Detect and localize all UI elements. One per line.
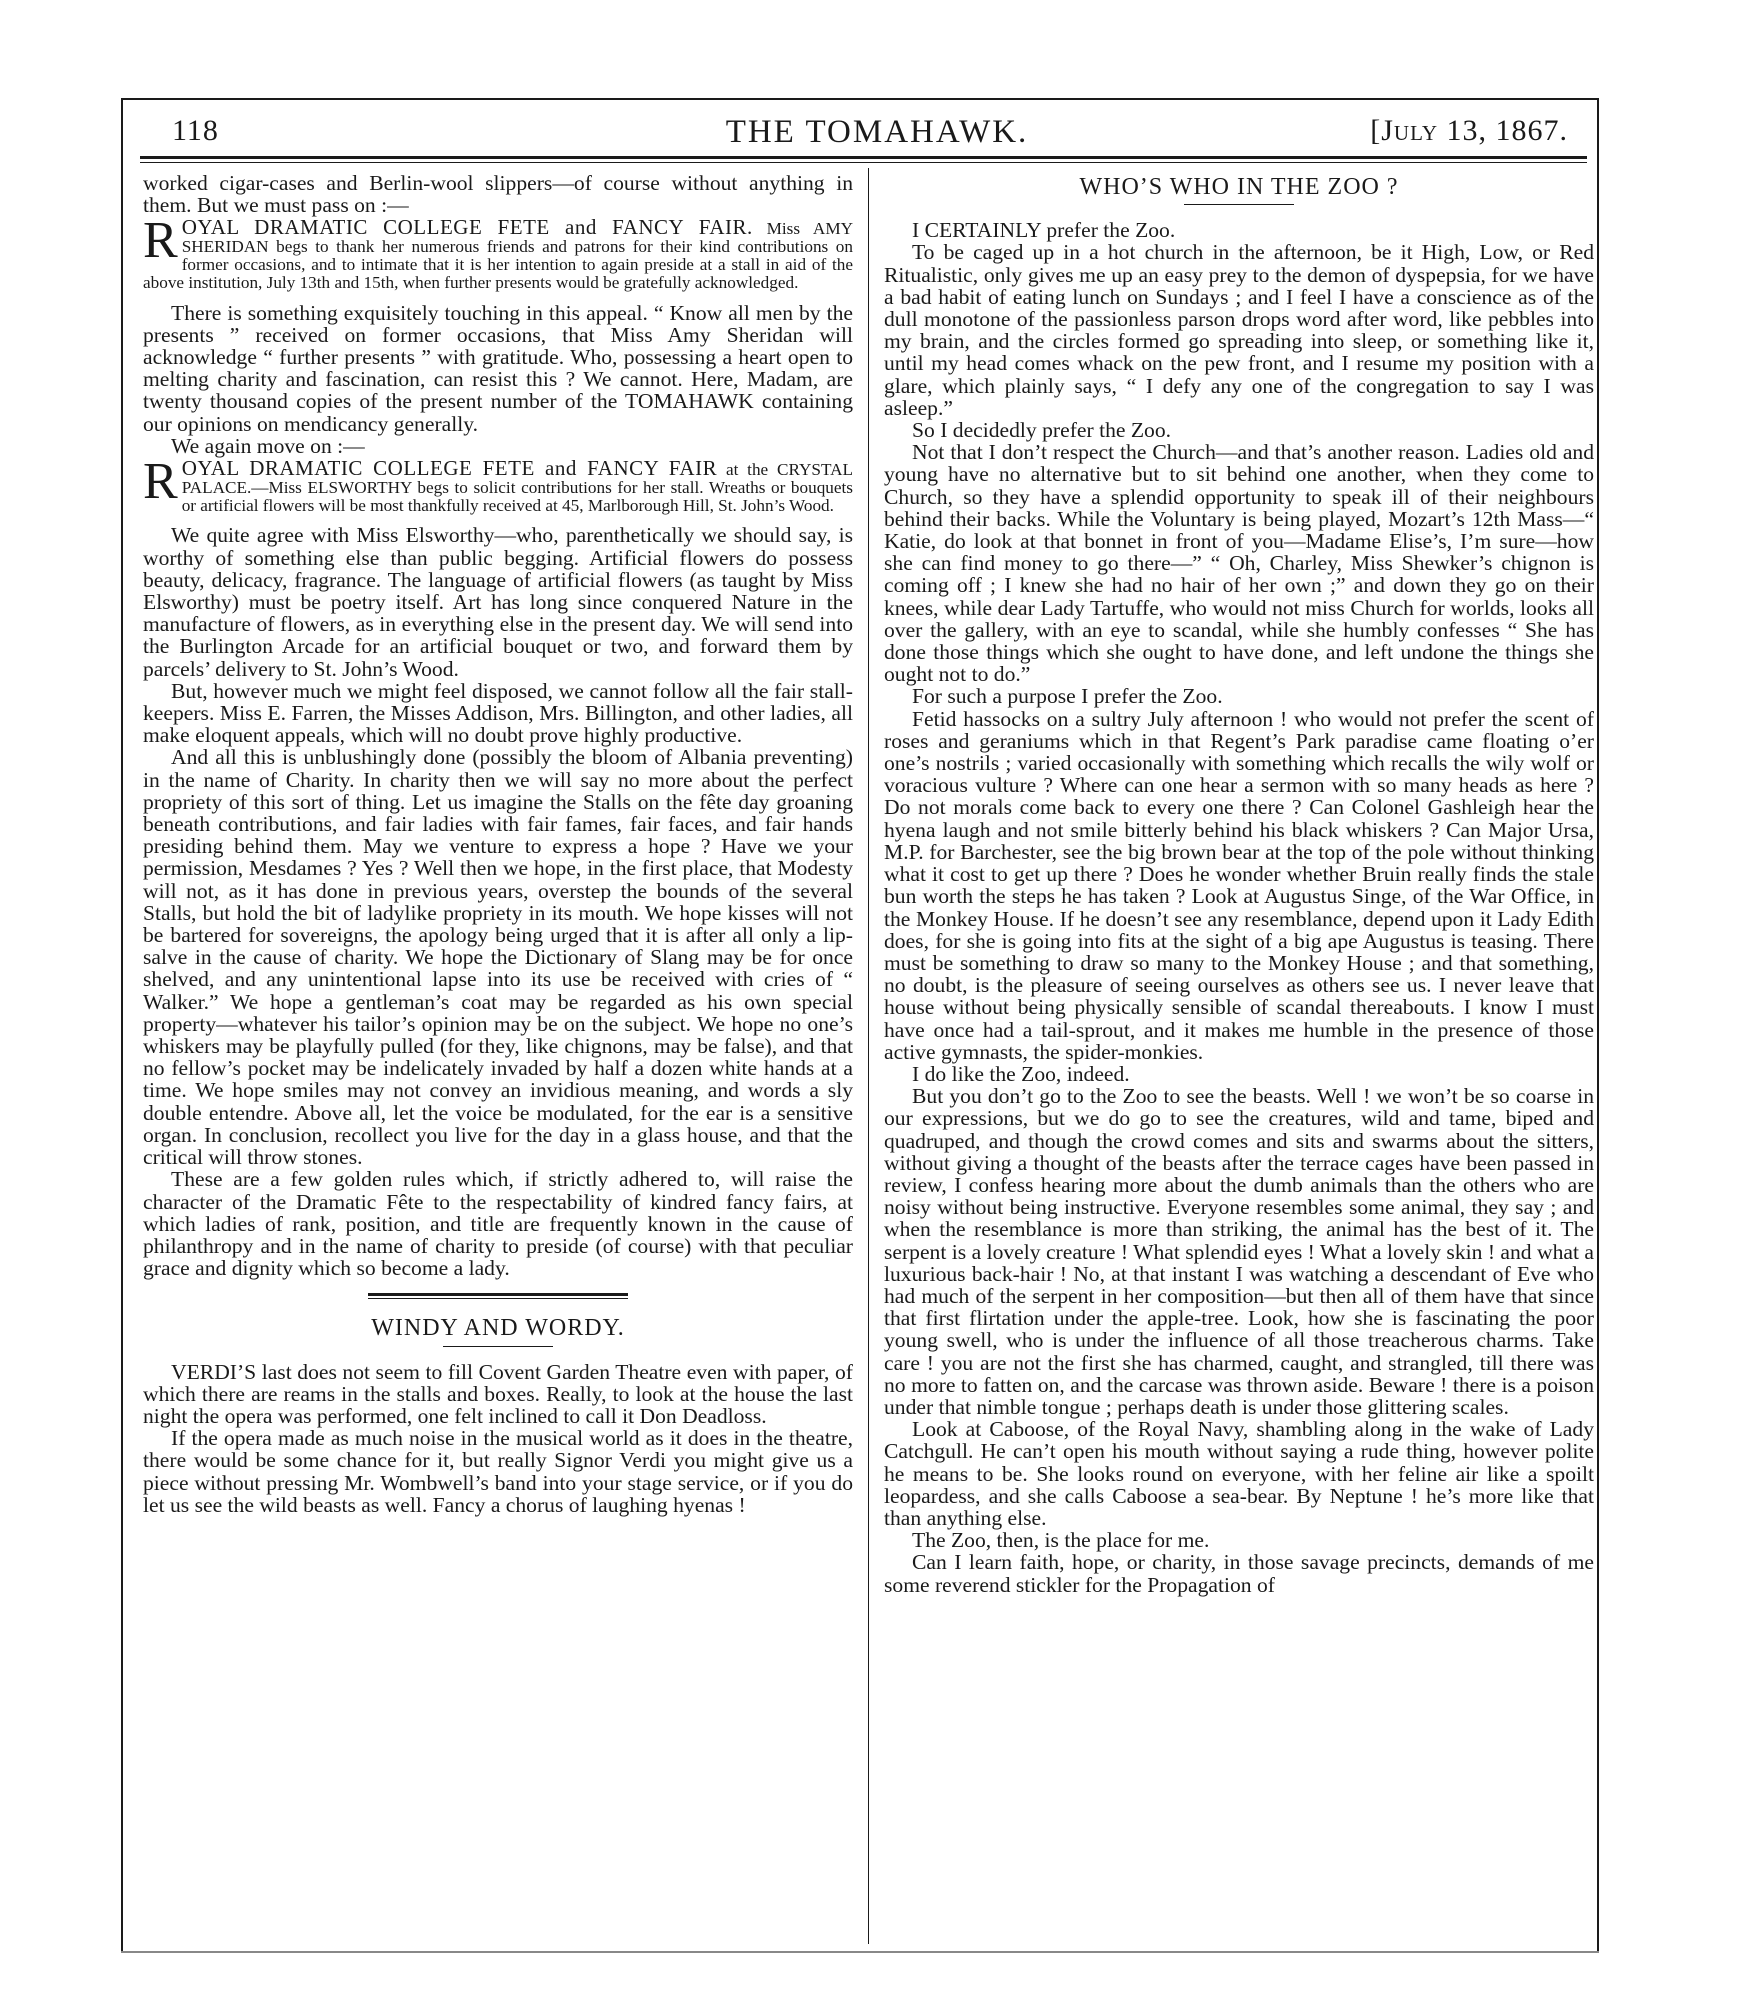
paragraph: worked cigar-cases and Berlin-wool slippers—of course without anything in them. But we must pass on :— xyxy=(143,171,853,218)
frame-bottom-rule xyxy=(121,1951,1599,1953)
advertisement-notice xyxy=(143,212,854,292)
masthead: THE TOMAHAWK. xyxy=(725,114,1029,150)
frame-right-rule xyxy=(1597,98,1599,1953)
paragraph: Fetid hassocks on a sultry July afternoon ! who would not prefer the scent of roses and geraniums which in that Regent’s Park paradise came floating o’er one’s nostrils ; varied occasionally with something which recalls the wily wolf or voracious vulture ? Where can one hear a sermon with so many heads as here ? Do not morals come back to every one there ? Can Colonel Gashleigh hear the hyena laugh and not smile bitterly behind his black whiskers ? Can Major Ursa, M.P. for Barchester, see the big brown bear at the top of the pole without thinking what it cost to get up there ? Does he wonder whether Bruin really finds the stale bun worth the steps he has taken ? Look at Augustus Singe, of the War Office, in the Monkey House. If he doesn’t see any resemblance, depend upon it Lady Edith does, for she is going into fits at the sight of a big ape Augustus is teasing. There must be something to draw so many to the Monkey House ; and that something, no doubt, is the pleasure of seeing ourselves as others see us. I never leave that house without being physically sensible of scandal thereabouts. I know I must have once had a tail-sprout, and it makes me humble in the presence of those active gymnasts, the spider-monkies. xyxy=(884,706,1594,1064)
notice-heading: OYAL DRAMATIC COLLEGE FETE and FANCY FAIR xyxy=(181,456,718,481)
header-rule-thick xyxy=(140,156,1587,159)
notice-heading: OYAL DRAMATIC COLLEGE FETE and FANCY FAIR. xyxy=(181,215,753,240)
article-title: WINDY AND WORDY. xyxy=(371,1315,625,1342)
paragraph: To be caged up in a hot church in the afternoon, be it High, Low, or Red Ritualistic, only gives me up an easy prey to the demon of dyspepsia, for we have a bad habit of eating lunch on Sundays ; and I feel I have a conscience as of the dull monotone of the passionless parson drops word after word, like pebbles into my brain, and the circles formed go spreading into sleep, or something like it, until my head comes whack on the pew front, and I resume my position with a glare, which plainly says, “ I defy any one of the congregation to say I was asleep.” xyxy=(884,240,1594,420)
paragraph: These are a few golden rules which, if strictly adhered to, will raise the character of the Dramatic Fête to the respectability of kindred fancy fairs, at which ladies of rank, position, and title are frequently known in the cause of philanthropy and in the name of charity to preside (of course) with that peculiar grace and dignity which so become a lady. xyxy=(143,1167,853,1281)
paragraph: I do like the Zoo, indeed. xyxy=(912,1061,1130,1086)
column-divider xyxy=(868,168,869,1944)
paragraph: And all this is unblushingly done (possibly the bloom of Albania preventing) in the name of Charity. In charity then we will say no more about the perfect propriety of this sort of thing. Let us imagine the Stalls on the fête day groaning beneath contributions, and fair ladies with fair fames, fair faces, and fair hands presiding behind them. May we venture to express a hope ? Have we your permission, Mesdames ? Yes ? Well then we hope, in the first place, that Modesty will not, as it has done in previous years, overstep the bounds of the several Stalls, but hold the bit of ladylike propriety in its mouth. We hope kisses will not be bartered for sovereigns, the apology being urged that it is after all only a lip-salve in the cause of charity. We hope the Dictionary of Slang may be for once shelved, and any unintentional lapse into its use be received with cries of “ Walker.” We hope a gentleman’s coat may be regarded as his own special property—whatever his tailor’s opinion may be on the subject. We hope no one’s whiskers may be playfully pulled (for they, like chignons, may be false), and that no fellow’s pocket may be indelicately invaded by half a dozen white hands at a time. We hope smiles may not convey an invidious meaning, and words a sly double entendre. Above all, let the voice be modulated, for the ear is a sensitive organ. In conclusion, recollect you live for the day in a glass house, and that the critical will throw stones. xyxy=(143,745,853,1170)
paragraph: There is something exquisitely touching in this appeal. “ Know all men by the presents ” received on former occasions, that Miss Amy Sheridan will acknowledge “ further presents ” with gratitude. Who, possessing a heart open to melting charity and fascination, can resist this ? We cannot. Here, Madam, are twenty thousand copies of the present number of the TOMAHAWK containing our opinions on mendicancy generally. xyxy=(143,300,853,436)
article-title: WHO’S WHO IN THE ZOO ? xyxy=(1079,174,1399,200)
paragraph: VERDI’S last does not seem to fill Covent Garden Theatre even with paper, of which there are reams in the stalls and boxes. Really, to look at the house the last night the opera was performed, one felt inclined to call it Don Deadloss. xyxy=(143,1359,853,1428)
drop-cap: R xyxy=(143,453,178,511)
paragraph: But you don’t go to the Zoo to see the beasts. Well ! we won’t be so coarse in our expressions, but we do go to see the creatures, wild and tame, biped and quadruped, and though the crowd comes and sits and swarms about the sitters, without giving a thought of the beasts after the terrace cages have been passed in review, I confess hearing more about the dumb animals than the others who are noisy without being instructive. Everyone resembles some animal, they say ; and when the resemblance is more than striking, the animal has the best of it. The serpent is a lovely creature ! What splendid eyes ! What a lovely skin ! and what a luxurious back-hair ! No, at that instant I was watching a descendant of Eve who had much of the serpent in her composition—but then all of them have that since that first flirtation under the apple-tree. Look, how she is fascinating the poor young swell, who is under the influence of all those treacherous charms. Take care ! you are not the first she has charmed, caught, and strangled, till there was no more to fatten on, and the carcase was thrown aside. Beware ! there is a poison under that nimble tongue ; perhaps death is under those glittering scales. xyxy=(884,1084,1594,1419)
paragraph: But, however much we might feel disposed, we cannot follow all the fair stall-keepers. Miss E. Farren, the Misses Addison, Mrs. Billington, and other ladies, all make eloquent appeals, which will no doubt prove highly productive. xyxy=(143,678,853,748)
paragraph: If the opera made as much noise in the musical world as it does in the theatre, there would be some chance for it, but really Signor Verdi you might give us a piece without pressing Mr. Wombwell’s band into your stage service, or if you do let us see the wild beasts as well. Fancy a chorus of laughing hyenas ! xyxy=(143,1426,853,1517)
advertisement-notice xyxy=(143,453,853,515)
section-separator xyxy=(368,1293,628,1296)
page-number: 118 xyxy=(172,114,219,147)
header-rule-thin xyxy=(140,162,1587,163)
issue-date: [July 13, 1867. xyxy=(1370,114,1568,147)
section-separator-thin xyxy=(368,1298,628,1299)
paragraph: We again move on :— xyxy=(171,433,365,458)
title-rule xyxy=(1184,204,1294,205)
drop-cap: R xyxy=(143,212,178,270)
title-rule xyxy=(443,1346,553,1347)
notice-body: at the CRYSTAL PALACE.—Miss ELSWORTHY begs to solicit contributions for her stall. Wreaths or bouquets or artificial flowers will be most thankfully received at 45, Marlborough Hill, St. John’s Wood. xyxy=(181,460,853,515)
frame-left-rule xyxy=(121,98,123,1953)
paragraph: So I decidedly prefer the Zoo. xyxy=(912,418,1172,443)
paragraph: For such a purpose I prefer the Zoo. xyxy=(912,684,1223,709)
paragraph: I CERTAINLY prefer the Zoo. xyxy=(912,218,1176,243)
frame-top-rule xyxy=(121,98,1599,100)
paragraph: Can I learn faith, hope, or charity, in those savage precincts, demands of me some reverend stickler for the Propagation of xyxy=(884,1550,1594,1597)
paragraph: The Zoo, then, is the place for me. xyxy=(912,1528,1210,1553)
right-column xyxy=(884,172,1594,1596)
paragraph: We quite agree with Miss Elsworthy—who, parenthetically we should say, is worthy of something else than public begging. Artificial flowers do possess beauty, delicacy, fragrance. The language of artificial flowers (as taught by Miss Elsworthy) must be poetry itself. Art has long since conquered Nature in the manufacture of flowers, as in everything else in the present day. We will send into the Burlington Arcade for an artificial bouquet or two, and forward them by parcels’ delivery to St. John’s Wood. xyxy=(143,523,853,681)
notice-body: Miss AMY SHERIDAN begs to thank her numerous friends and patrons for their kind contributions on former occasions, and to intimate that it is her intention to again preside at a stall in aid of the above institution, July 13th and 15th, when further presents would be gratefully acknowledged. xyxy=(143,219,854,292)
paragraph: Not that I don’t respect the Church—and that’s another reason. Ladies old and young have no alternative but to sit behind one another, when they come to Church, so they have a splendid opportunity to speak ill of their neighbours behind their backs. While the Voluntary is being played, Mozart’s 12th Mass—“ Katie, do look at that bonnet in front of you—Madame Elise’s, I’m sure—how she can find money to go there—” “ Oh, Charley, Miss Shewker’s chignon is coming off ; I knew she had no hair of her own ;” and down they go on their knees, while dear Lady Tartuffe, who would not miss Church for worlds, looks all over the gallery, with an eye to scandal, while she humbly confesses “ She has done those things which she ought to have done, and left undone the things she ought not to do.” xyxy=(884,440,1594,687)
left-column xyxy=(143,172,853,1516)
paragraph: Look at Caboose, of the Royal Navy, shambling along in the wake of Lady Catchgull. He can’t open his mouth without saying a rude thing, however polite he means to be. She looks round on everyone, with her feline air like a spoilt leopardess, and she calls Caboose a sea-bear. By Neptune ! he’s more like that than anything else. xyxy=(884,1417,1594,1530)
